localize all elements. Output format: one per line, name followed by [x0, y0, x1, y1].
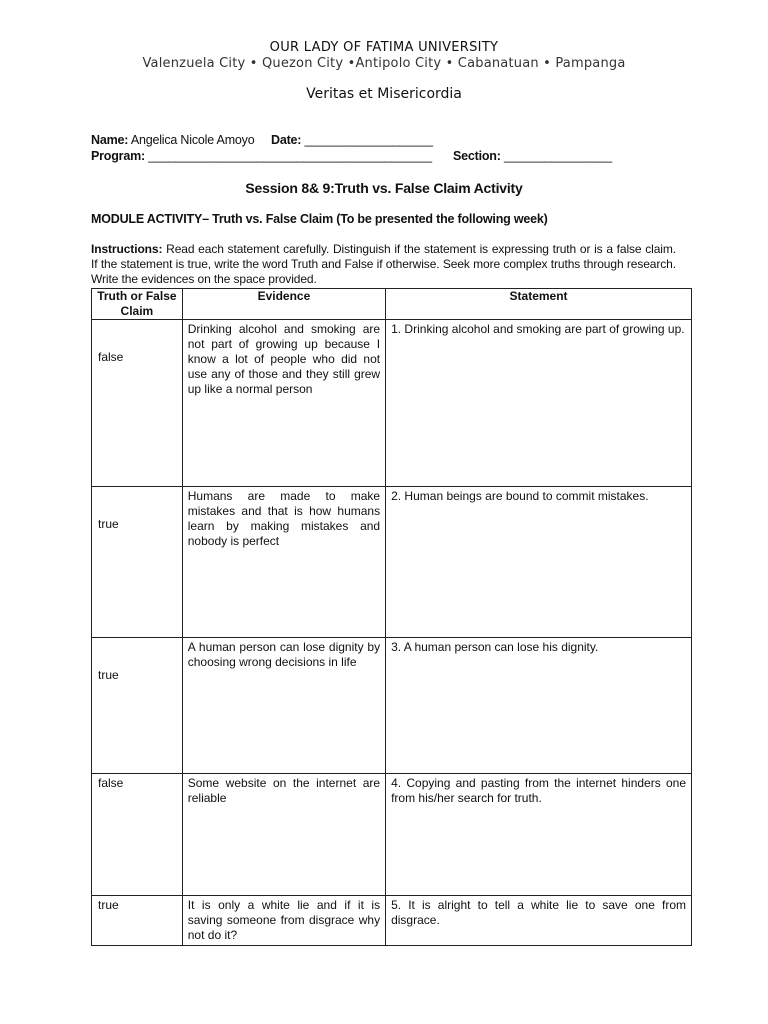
verdict-cell[interactable]	[92, 896, 183, 946]
evidence-cell[interactable]	[182, 638, 385, 774]
section-label: Section:	[453, 149, 501, 163]
table-row	[92, 320, 692, 487]
date-line	[271, 133, 433, 147]
evidence-cell[interactable]	[182, 896, 385, 946]
session-title: Session 8& 9:Truth vs. False Claim Activity	[245, 180, 523, 196]
name-value: Angelica Nicole Amoyo	[130, 133, 255, 147]
instructions-label: Instructions:	[91, 242, 163, 256]
verdict-cell[interactable]	[92, 487, 183, 638]
verdict-cell[interactable]	[92, 774, 183, 896]
evidence-cell[interactable]	[182, 774, 385, 896]
name-label: Name:	[91, 133, 129, 147]
verdict-text: false	[98, 350, 124, 364]
table-row	[92, 774, 692, 896]
statement-text: 1. Drinking alcohol and smoking are part of growing up.	[391, 322, 685, 336]
evidence-text: Some website on the internet are reliable	[187, 776, 381, 805]
evidence-text: Humans are made to make mistakes and that is how humans learn by making mistakes and nobody is perfect	[187, 489, 381, 548]
program-label: Program:	[91, 149, 145, 163]
university-name: OUR LADY OF FATIMA UNIVERSITY	[269, 40, 499, 55]
statement-cell	[386, 638, 692, 774]
verdict-cell[interactable]	[92, 638, 183, 774]
verdict-cell[interactable]	[92, 320, 183, 487]
program-line	[91, 149, 432, 163]
section-blank: ________________	[504, 149, 613, 163]
statement-cell	[386, 896, 692, 946]
table-row	[92, 896, 692, 946]
date-blank: ___________________	[304, 133, 433, 147]
evidence-cell[interactable]	[182, 487, 385, 638]
instructions-paragraph	[91, 242, 676, 287]
table-row	[92, 638, 692, 774]
name-line	[91, 133, 254, 147]
table-header-row	[92, 289, 692, 320]
statement-cell	[386, 320, 692, 487]
section-line	[453, 149, 612, 163]
table-row	[92, 487, 692, 638]
module-activity-heading: MODULE ACTIVITY– Truth vs. False Claim (To be presented the following week)	[91, 212, 548, 226]
instructions-text: Read each statement carefully. Distinguish if the statement is expressing truth or is a false claim. If the statement is true, write the word Truth and False if otherwise. Seek more complex truths through research. Write the evidences on the space provided.	[91, 242, 676, 286]
statement-cell	[386, 487, 692, 638]
evidence-cell[interactable]	[182, 320, 385, 487]
evidence-text: Drinking alcohol and smoking are not part of growing up because I know a lot of people who did not use any of those and they still grew up like a normal person	[187, 322, 381, 396]
verdict-text: true	[98, 668, 119, 682]
university-motto: Veritas et Misericordia	[306, 86, 462, 102]
evidence-text: It is only a white lie and if it is saving someone from disgrace why not do it?	[187, 898, 381, 942]
verdict-text: true	[98, 517, 119, 531]
statement-cell	[386, 774, 692, 896]
date-label: Date:	[271, 133, 302, 147]
statement-text: 4. Copying and pasting from the internet hinders one from his/her search for truth.	[391, 776, 686, 805]
header-truth-or-false: Truth or False Claim	[92, 289, 183, 320]
verdict-text: false	[98, 776, 124, 790]
statement-text: 3. A human person can lose his dignity.	[391, 640, 599, 654]
program-blank: __________________________________________	[148, 149, 432, 163]
campus-list: Valenzuela City • Quezon City •Antipolo City • Cabanatuan • Pampanga	[142, 56, 626, 71]
claims-table	[91, 288, 692, 946]
header-evidence: Evidence	[182, 289, 385, 320]
header-statement: Statement	[386, 289, 692, 320]
evidence-text: A human person can lose dignity by choosing wrong decisions in life	[187, 640, 381, 669]
statement-text: 5. It is alright to tell a white lie to save one from disgrace.	[391, 898, 686, 927]
statement-text: 2. Human beings are bound to commit mistakes.	[391, 489, 649, 503]
verdict-text: true	[98, 898, 119, 912]
